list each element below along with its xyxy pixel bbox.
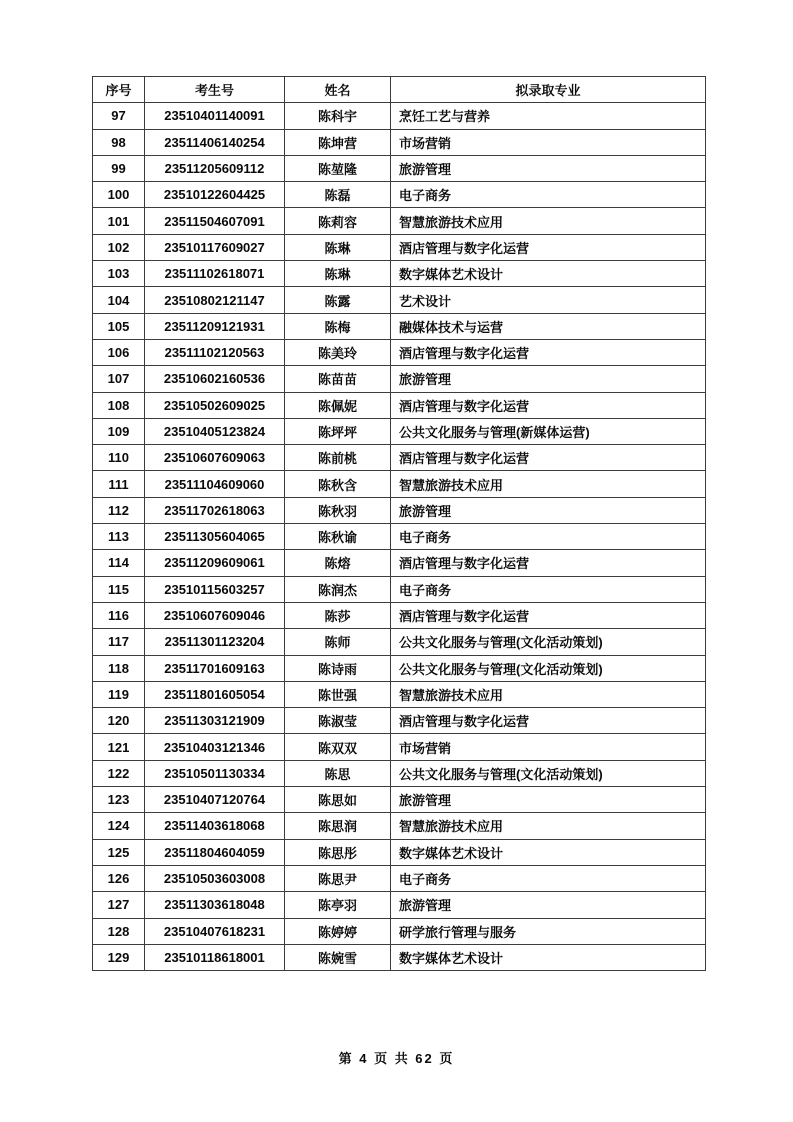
table-row — [93, 129, 706, 155]
table-row — [93, 418, 706, 444]
table-row — [93, 392, 706, 418]
cell-candidate-id: 23511209609061 — [145, 550, 285, 576]
cell-candidate-id: 23510607609046 — [145, 602, 285, 628]
cell-major: 研学旅行管理与服务 — [391, 918, 706, 944]
cell-major: 旅游管理 — [391, 155, 706, 181]
cell-candidate-id: 23510403121346 — [145, 734, 285, 760]
table-row — [93, 261, 706, 287]
cell-candidate-id: 23510802121147 — [145, 287, 285, 313]
table-header — [93, 77, 706, 103]
cell-candidate-id: 23511702618063 — [145, 497, 285, 523]
cell-name: 陈莉容 — [285, 208, 391, 234]
cell-candidate-id: 23511102618071 — [145, 261, 285, 287]
col-header-major: 拟录取专业 — [391, 77, 706, 103]
table-row — [93, 734, 706, 760]
cell-candidate-id: 23510117609027 — [145, 234, 285, 260]
cell-serial: 116 — [93, 602, 145, 628]
cell-serial: 107 — [93, 366, 145, 392]
cell-name: 陈淑莹 — [285, 708, 391, 734]
table-row — [93, 339, 706, 365]
cell-major: 电子商务 — [391, 182, 706, 208]
cell-candidate-id: 23511504607091 — [145, 208, 285, 234]
cell-serial: 115 — [93, 576, 145, 602]
cell-candidate-id: 23510401140091 — [145, 103, 285, 129]
cell-name: 陈双双 — [285, 734, 391, 760]
cell-candidate-id: 23510607609063 — [145, 445, 285, 471]
cell-name: 陈秋羽 — [285, 497, 391, 523]
cell-major: 旅游管理 — [391, 366, 706, 392]
cell-serial: 123 — [93, 787, 145, 813]
cell-name: 陈亭羽 — [285, 892, 391, 918]
cell-major: 旅游管理 — [391, 787, 706, 813]
table-row — [93, 524, 706, 550]
cell-candidate-id: 23510115603257 — [145, 576, 285, 602]
cell-name: 陈秋含 — [285, 471, 391, 497]
cell-serial: 100 — [93, 182, 145, 208]
cell-candidate-id: 23510501130334 — [145, 760, 285, 786]
cell-candidate-id: 23510118618001 — [145, 944, 285, 970]
cell-name: 陈前桃 — [285, 445, 391, 471]
cell-name: 陈梅 — [285, 313, 391, 339]
cell-major: 电子商务 — [391, 865, 706, 891]
table-row — [93, 708, 706, 734]
cell-candidate-id: 23511801605054 — [145, 681, 285, 707]
cell-major: 公共文化服务与管理(文化活动策划) — [391, 629, 706, 655]
cell-serial: 126 — [93, 865, 145, 891]
cell-major: 数字媒体艺术设计 — [391, 261, 706, 287]
table-row — [93, 471, 706, 497]
cell-candidate-id: 23511209121931 — [145, 313, 285, 339]
cell-name: 陈思 — [285, 760, 391, 786]
col-header-serial: 序号 — [93, 77, 145, 103]
table-row — [93, 655, 706, 681]
table-row — [93, 918, 706, 944]
cell-name: 陈坤营 — [285, 129, 391, 155]
cell-name: 陈美玲 — [285, 339, 391, 365]
cell-candidate-id: 23511301123204 — [145, 629, 285, 655]
cell-name: 陈熔 — [285, 550, 391, 576]
cell-major: 数字媒体艺术设计 — [391, 839, 706, 865]
table-row — [93, 287, 706, 313]
col-header-candidate-id: 考生号 — [145, 77, 285, 103]
table-row — [93, 576, 706, 602]
table-row — [93, 787, 706, 813]
cell-candidate-id: 23511104609060 — [145, 471, 285, 497]
cell-name: 陈佩妮 — [285, 392, 391, 418]
table-row — [93, 550, 706, 576]
cell-serial: 104 — [93, 287, 145, 313]
cell-major: 酒店管理与数字化运营 — [391, 445, 706, 471]
cell-candidate-id: 23510503603008 — [145, 865, 285, 891]
cell-serial: 113 — [93, 524, 145, 550]
cell-serial: 108 — [93, 392, 145, 418]
cell-major: 酒店管理与数字化运营 — [391, 550, 706, 576]
cell-major: 智慧旅游技术应用 — [391, 208, 706, 234]
cell-serial: 128 — [93, 918, 145, 944]
table-row — [93, 103, 706, 129]
cell-major: 酒店管理与数字化运营 — [391, 234, 706, 260]
cell-name: 陈秋谕 — [285, 524, 391, 550]
cell-candidate-id: 23511403618068 — [145, 813, 285, 839]
cell-major: 旅游管理 — [391, 497, 706, 523]
cell-name: 陈思彤 — [285, 839, 391, 865]
page-number-footer: 第 4 页 共 62 页 — [338, 1051, 455, 1066]
cell-name: 陈坪坪 — [285, 418, 391, 444]
cell-name: 陈世强 — [285, 681, 391, 707]
cell-major: 智慧旅游技术应用 — [391, 813, 706, 839]
cell-serial: 127 — [93, 892, 145, 918]
cell-name: 陈琳 — [285, 261, 391, 287]
cell-serial: 121 — [93, 734, 145, 760]
table-row — [93, 839, 706, 865]
cell-major: 公共文化服务与管理(文化活动策划) — [391, 760, 706, 786]
cell-serial: 124 — [93, 813, 145, 839]
cell-name: 陈莎 — [285, 602, 391, 628]
cell-major: 旅游管理 — [391, 892, 706, 918]
table-row — [93, 865, 706, 891]
table-row — [93, 629, 706, 655]
cell-major: 数字媒体艺术设计 — [391, 944, 706, 970]
cell-candidate-id: 23510407618231 — [145, 918, 285, 944]
table-row — [93, 313, 706, 339]
cell-major: 市场营销 — [391, 129, 706, 155]
cell-major: 酒店管理与数字化运营 — [391, 392, 706, 418]
cell-candidate-id: 23510122604425 — [145, 182, 285, 208]
cell-serial: 109 — [93, 418, 145, 444]
cell-serial: 112 — [93, 497, 145, 523]
cell-serial: 125 — [93, 839, 145, 865]
cell-candidate-id: 23510502609025 — [145, 392, 285, 418]
cell-candidate-id: 23510602160536 — [145, 366, 285, 392]
cell-serial: 103 — [93, 261, 145, 287]
cell-serial: 122 — [93, 760, 145, 786]
admission-roster-table — [92, 76, 706, 971]
cell-candidate-id: 23511305604065 — [145, 524, 285, 550]
cell-name: 陈师 — [285, 629, 391, 655]
cell-serial: 105 — [93, 313, 145, 339]
table-row — [93, 944, 706, 970]
cell-serial: 120 — [93, 708, 145, 734]
cell-major: 电子商务 — [391, 524, 706, 550]
cell-name: 陈堃隆 — [285, 155, 391, 181]
cell-major: 电子商务 — [391, 576, 706, 602]
cell-name: 陈思尹 — [285, 865, 391, 891]
cell-candidate-id: 23511804604059 — [145, 839, 285, 865]
cell-candidate-id: 23510405123824 — [145, 418, 285, 444]
table-row — [93, 497, 706, 523]
cell-serial: 110 — [93, 445, 145, 471]
cell-name: 陈露 — [285, 287, 391, 313]
table-row — [93, 681, 706, 707]
header-row — [93, 77, 706, 103]
table-row — [93, 182, 706, 208]
cell-major: 智慧旅游技术应用 — [391, 681, 706, 707]
cell-candidate-id: 23511303618048 — [145, 892, 285, 918]
table-row — [93, 892, 706, 918]
cell-serial: 129 — [93, 944, 145, 970]
cell-major: 公共文化服务与管理(文化活动策划) — [391, 655, 706, 681]
cell-serial: 106 — [93, 339, 145, 365]
cell-serial: 99 — [93, 155, 145, 181]
cell-major: 酒店管理与数字化运营 — [391, 708, 706, 734]
table-row — [93, 234, 706, 260]
cell-name: 陈苗苗 — [285, 366, 391, 392]
cell-candidate-id: 23511205609112 — [145, 155, 285, 181]
cell-major: 烹饪工艺与营养 — [391, 103, 706, 129]
cell-candidate-id: 23511303121909 — [145, 708, 285, 734]
cell-candidate-id: 23511102120563 — [145, 339, 285, 365]
table-row — [93, 602, 706, 628]
cell-major: 市场营销 — [391, 734, 706, 760]
col-header-name: 姓名 — [285, 77, 391, 103]
cell-serial: 117 — [93, 629, 145, 655]
cell-serial: 101 — [93, 208, 145, 234]
cell-serial: 98 — [93, 129, 145, 155]
cell-candidate-id: 23511701609163 — [145, 655, 285, 681]
cell-serial: 119 — [93, 681, 145, 707]
table-row — [93, 366, 706, 392]
table-row — [93, 155, 706, 181]
cell-serial: 111 — [93, 471, 145, 497]
cell-name: 陈磊 — [285, 182, 391, 208]
table-row — [93, 208, 706, 234]
cell-name: 陈婉雪 — [285, 944, 391, 970]
cell-name: 陈婷婷 — [285, 918, 391, 944]
cell-major: 公共文化服务与管理(新媒体运营) — [391, 418, 706, 444]
cell-major: 酒店管理与数字化运营 — [391, 602, 706, 628]
cell-name: 陈思润 — [285, 813, 391, 839]
cell-name: 陈琳 — [285, 234, 391, 260]
cell-name: 陈思如 — [285, 787, 391, 813]
cell-major: 融媒体技术与运营 — [391, 313, 706, 339]
table-row — [93, 760, 706, 786]
cell-name: 陈诗雨 — [285, 655, 391, 681]
cell-major: 智慧旅游技术应用 — [391, 471, 706, 497]
cell-serial: 102 — [93, 234, 145, 260]
table-row — [93, 445, 706, 471]
cell-major: 艺术设计 — [391, 287, 706, 313]
table-body — [93, 103, 706, 971]
table-row — [93, 813, 706, 839]
cell-candidate-id: 23510407120764 — [145, 787, 285, 813]
cell-name: 陈科宇 — [285, 103, 391, 129]
cell-serial: 118 — [93, 655, 145, 681]
cell-serial: 114 — [93, 550, 145, 576]
cell-candidate-id: 23511406140254 — [145, 129, 285, 155]
cell-serial: 97 — [93, 103, 145, 129]
cell-name: 陈润杰 — [285, 576, 391, 602]
cell-major: 酒店管理与数字化运营 — [391, 339, 706, 365]
